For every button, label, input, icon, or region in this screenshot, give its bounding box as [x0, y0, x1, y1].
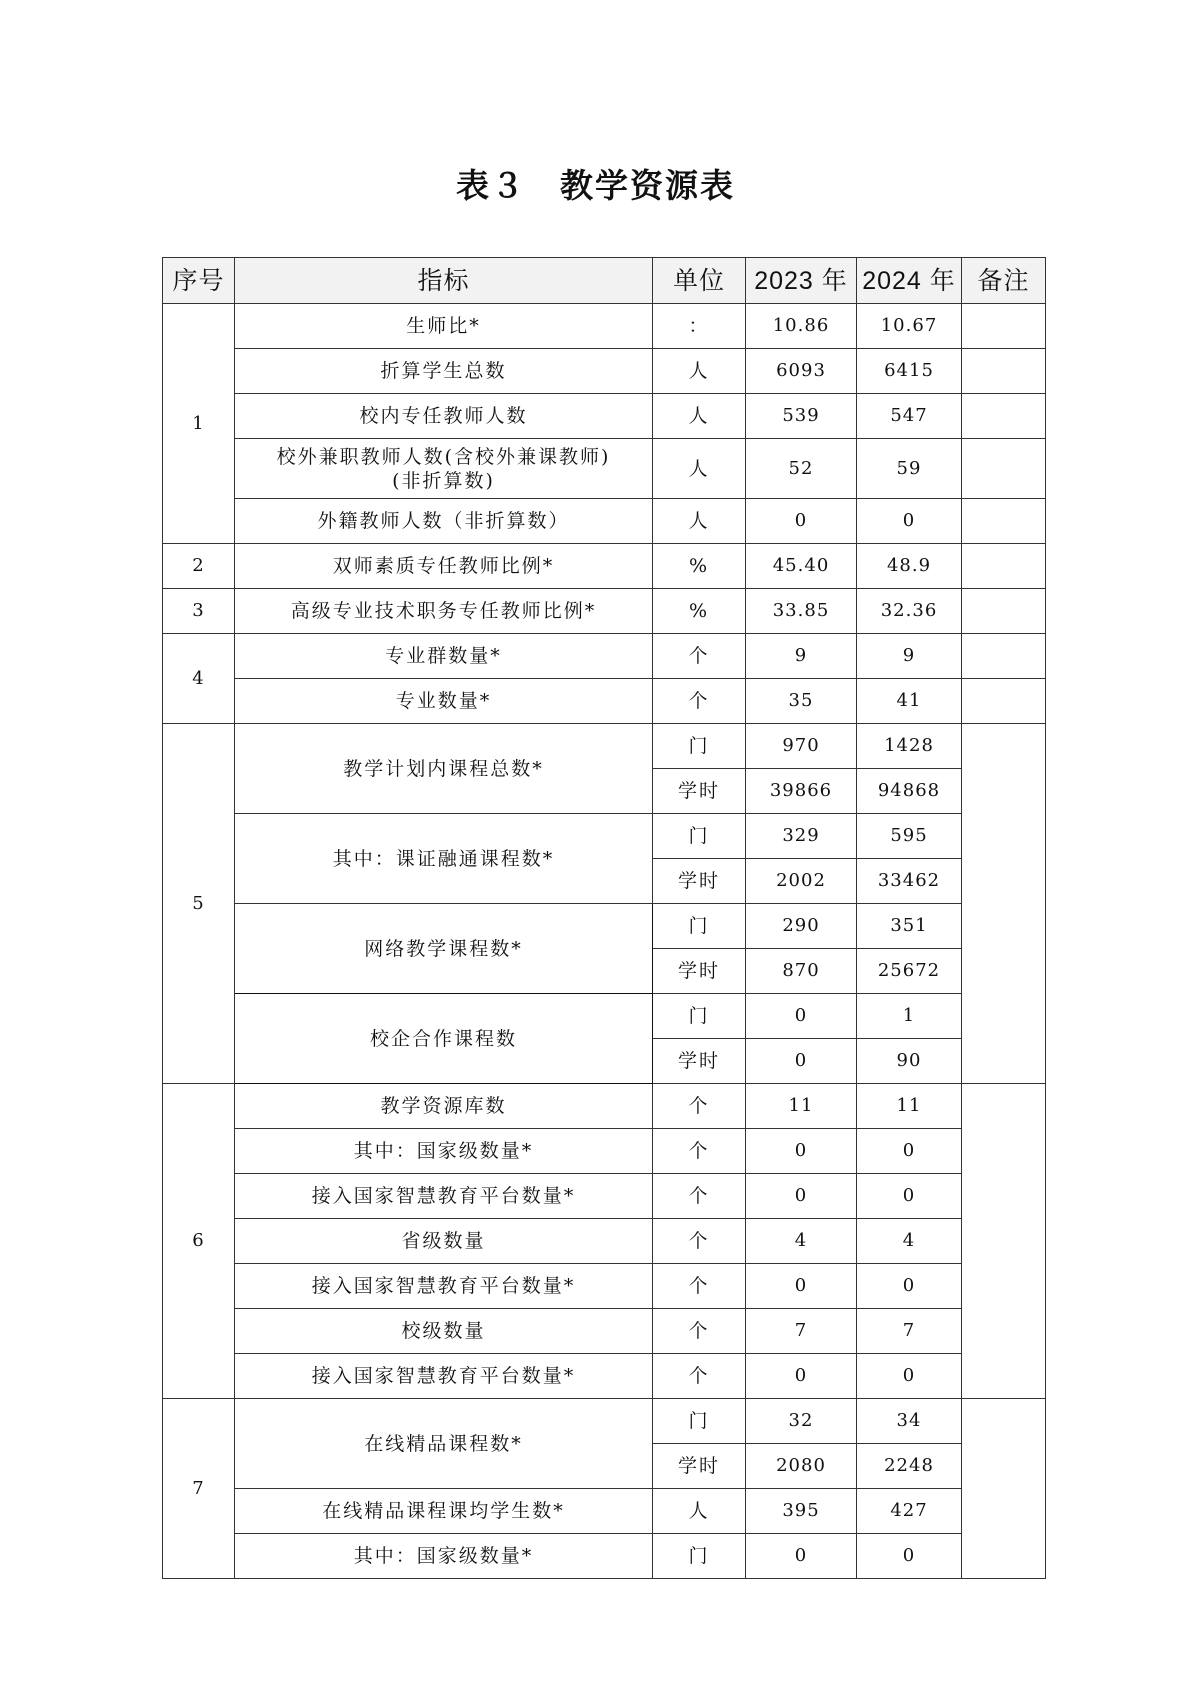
value-2023: 0: [746, 499, 857, 544]
row-number: 5: [163, 724, 235, 1084]
unit-cell: 门: [653, 724, 746, 769]
table-row: [163, 1354, 1046, 1399]
table-row: [163, 1219, 1046, 1264]
value-2024: 7: [857, 1309, 962, 1354]
indicator-cell: 专业群数量*: [235, 634, 653, 679]
note-cell: [962, 394, 1046, 439]
indicator-cell: 双师素质专任教师比例*: [235, 544, 653, 589]
indicator-cell: 校企合作课程数: [235, 994, 653, 1084]
table-row: [163, 1309, 1046, 1354]
value-2023: 9: [746, 634, 857, 679]
value-2024: 0: [857, 1534, 962, 1579]
value-2023: 2002: [746, 859, 857, 904]
row-number: 1: [163, 304, 235, 544]
indicator-cell: 专业数量*: [235, 679, 653, 724]
value-2024: 10.67: [857, 304, 962, 349]
header-indicator: 指标: [235, 258, 653, 304]
teaching-resources-table: [162, 257, 1046, 1579]
note-cell: [962, 499, 1046, 544]
header-2023: 2023 年: [746, 258, 857, 304]
unit-cell: 个: [653, 1309, 746, 1354]
indicator-cell: 生师比*: [235, 304, 653, 349]
value-2024: 2248: [857, 1444, 962, 1489]
value-2023: 33.85: [746, 589, 857, 634]
value-2024: 33462: [857, 859, 962, 904]
value-2024: 547: [857, 394, 962, 439]
table-row: [163, 439, 1046, 499]
unit-cell: 门: [653, 1399, 746, 1444]
value-2024: 48.9: [857, 544, 962, 589]
value-2024: 25672: [857, 949, 962, 994]
indicator-cell: [235, 439, 653, 499]
indicator-line-1: 校外兼职教师人数(含校外兼课教师): [276, 445, 611, 468]
indicator-cell: 其中：国家级数量*: [235, 1534, 653, 1579]
value-2024: 1428: [857, 724, 962, 769]
value-2024: 11: [857, 1084, 962, 1129]
value-2024: 9: [857, 634, 962, 679]
table-row: [163, 1399, 1046, 1444]
value-2024: 0: [857, 1354, 962, 1399]
indicator-cell: 接入国家智慧教育平台数量*: [235, 1264, 653, 1309]
unit-cell: 人: [653, 499, 746, 544]
row-number: 6: [163, 1084, 235, 1399]
value-2023: 35: [746, 679, 857, 724]
unit-cell: 学时: [653, 1444, 746, 1489]
row-number: 3: [163, 589, 235, 634]
header-unit: 单位: [653, 258, 746, 304]
value-2023: 0: [746, 1264, 857, 1309]
table-row: [163, 304, 1046, 349]
value-2023: 870: [746, 949, 857, 994]
value-2024: 1: [857, 994, 962, 1039]
table-row: [163, 499, 1046, 544]
unit-cell: 个: [653, 1129, 746, 1174]
note-cell: [962, 1399, 1046, 1579]
unit-cell: 学时: [653, 1039, 746, 1084]
value-2024: 0: [857, 1264, 962, 1309]
table-row: [163, 589, 1046, 634]
indicator-cell: 教学资源库数: [235, 1084, 653, 1129]
note-cell: [962, 544, 1046, 589]
value-2023: 0: [746, 1174, 857, 1219]
value-2023: 0: [746, 1354, 857, 1399]
table-row: [163, 904, 1046, 949]
table-number: 表３: [456, 166, 526, 205]
value-2023: 329: [746, 814, 857, 859]
value-2023: 6093: [746, 349, 857, 394]
unit-cell: 学时: [653, 949, 746, 994]
value-2024: 427: [857, 1489, 962, 1534]
value-2023: 7: [746, 1309, 857, 1354]
table-row: [163, 1489, 1046, 1534]
value-2024: 41: [857, 679, 962, 724]
note-cell: [962, 679, 1046, 724]
value-2023: 395: [746, 1489, 857, 1534]
unit-cell: 学时: [653, 769, 746, 814]
note-cell: [962, 439, 1046, 499]
indicator-cell: 其中：国家级数量*: [235, 1129, 653, 1174]
unit-cell: 个: [653, 1174, 746, 1219]
value-2024: 0: [857, 1174, 962, 1219]
note-cell: [962, 304, 1046, 349]
value-2023: 539: [746, 394, 857, 439]
table-row: [163, 1129, 1046, 1174]
indicator-cell: 网络教学课程数*: [235, 904, 653, 994]
value-2024: 34: [857, 1399, 962, 1444]
table-row: [163, 544, 1046, 589]
value-2024: 595: [857, 814, 962, 859]
unit-cell: 个: [653, 1084, 746, 1129]
value-2023: 0: [746, 1534, 857, 1579]
indicator-cell: 校内专任教师人数: [235, 394, 653, 439]
value-2024: 94868: [857, 769, 962, 814]
table-row: [163, 1264, 1046, 1309]
header-row: [163, 258, 1046, 304]
value-2023: 0: [746, 1129, 857, 1174]
note-cell: [962, 589, 1046, 634]
indicator-cell: 高级专业技术职务专任教师比例*: [235, 589, 653, 634]
indicator-cell: 接入国家智慧教育平台数量*: [235, 1354, 653, 1399]
unit-cell: 门: [653, 994, 746, 1039]
note-cell: [962, 634, 1046, 679]
page-title: [0, 160, 1191, 207]
unit-cell: 人: [653, 349, 746, 394]
value-2024: 351: [857, 904, 962, 949]
indicator-cell: 教学计划内课程总数*: [235, 724, 653, 814]
unit-cell: 个: [653, 634, 746, 679]
value-2023: 4: [746, 1219, 857, 1264]
row-number: 4: [163, 634, 235, 724]
indicator-cell: 在线精品课程课均学生数*: [235, 1489, 653, 1534]
indicator-cell: 其中：课证融通课程数*: [235, 814, 653, 904]
value-2024: 90: [857, 1039, 962, 1084]
value-2023: 0: [746, 1039, 857, 1084]
unit-cell: 个: [653, 679, 746, 724]
indicator-cell: 校级数量: [235, 1309, 653, 1354]
value-2023: 10.86: [746, 304, 857, 349]
row-number: 2: [163, 544, 235, 589]
value-2023: 290: [746, 904, 857, 949]
header-2024: 2024 年: [857, 258, 962, 304]
indicator-cell: 折算学生总数: [235, 349, 653, 394]
unit-cell: 个: [653, 1219, 746, 1264]
table-row: [163, 814, 1046, 859]
indicator-cell: 在线精品课程数*: [235, 1399, 653, 1489]
unit-cell: ：: [653, 304, 746, 349]
value-2023: 0: [746, 994, 857, 1039]
table-row: [163, 994, 1046, 1039]
unit-cell: 门: [653, 904, 746, 949]
unit-cell: %: [653, 589, 746, 634]
table-row: [163, 679, 1046, 724]
table-row: [163, 1084, 1046, 1129]
unit-cell: 学时: [653, 859, 746, 904]
value-2024: 4: [857, 1219, 962, 1264]
header-note: 备注: [962, 258, 1046, 304]
unit-cell: %: [653, 544, 746, 589]
value-2023: 39866: [746, 769, 857, 814]
note-cell: [962, 724, 1046, 1084]
unit-cell: 人: [653, 439, 746, 499]
table-name: 教学资源表: [560, 166, 735, 205]
indicator-cell: 接入国家智慧教育平台数量*: [235, 1174, 653, 1219]
unit-cell: 门: [653, 814, 746, 859]
row-number: 7: [163, 1399, 235, 1579]
value-2024: 32.36: [857, 589, 962, 634]
value-2024: 0: [857, 1129, 962, 1174]
value-2024: 0: [857, 499, 962, 544]
header-no: 序号: [163, 258, 235, 304]
value-2024: 59: [857, 439, 962, 499]
value-2023: 2080: [746, 1444, 857, 1489]
value-2023: 11: [746, 1084, 857, 1129]
note-cell: [962, 1084, 1046, 1399]
table-row: [163, 724, 1046, 769]
table-row: [163, 349, 1046, 394]
note-cell: [962, 349, 1046, 394]
unit-cell: 人: [653, 394, 746, 439]
table-row: [163, 1534, 1046, 1579]
indicator-line-2: (非折算数): [392, 469, 495, 492]
table-row: [163, 1174, 1046, 1219]
unit-cell: 门: [653, 1534, 746, 1579]
value-2023: 32: [746, 1399, 857, 1444]
indicator-cell: 外籍教师人数（非折算数）: [235, 499, 653, 544]
unit-cell: 个: [653, 1264, 746, 1309]
value-2023: 52: [746, 439, 857, 499]
value-2023: 45.40: [746, 544, 857, 589]
value-2023: 970: [746, 724, 857, 769]
unit-cell: 人: [653, 1489, 746, 1534]
indicator-cell: 省级数量: [235, 1219, 653, 1264]
unit-cell: 个: [653, 1354, 746, 1399]
value-2024: 6415: [857, 349, 962, 394]
table-row: [163, 394, 1046, 439]
table-row: [163, 634, 1046, 679]
